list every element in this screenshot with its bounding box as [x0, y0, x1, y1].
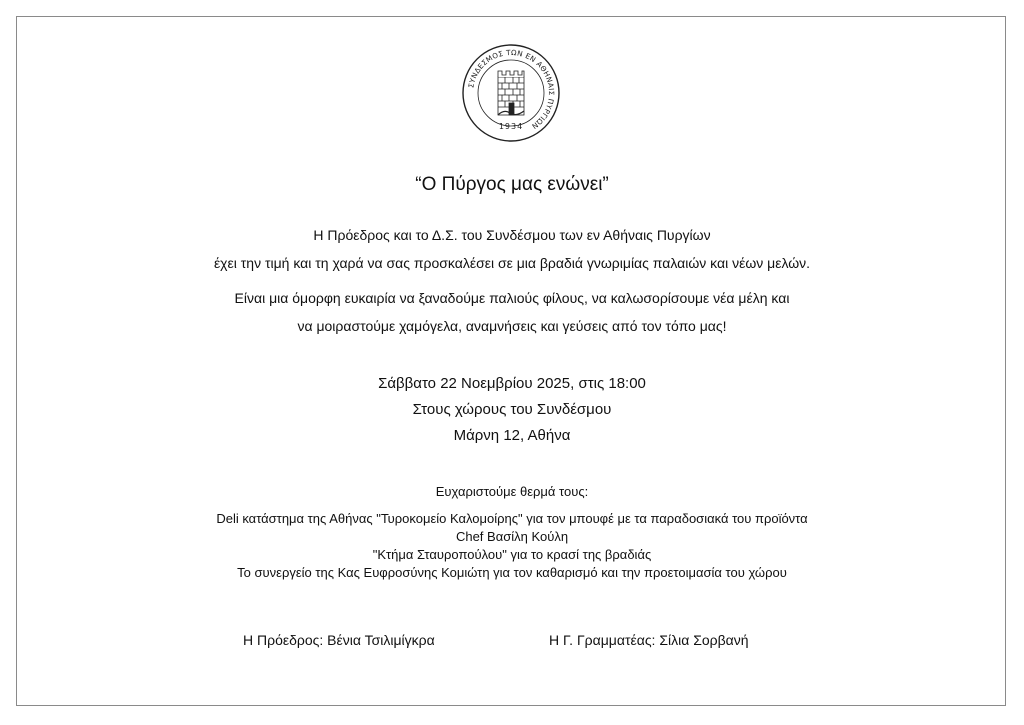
invitation-line-2: έχει την τιμή και τη χαρά να σας προσκαλέσει σε μια βραδιά γνωριμίας παλαιών και νέων μελών.	[213, 255, 811, 271]
thanks-item: Deli κατάστημα της Αθήνας "Τυροκομείο Καλομοίρης" για τον μπουφέ με τα παραδοσιακά του προϊόντα	[216, 511, 808, 526]
event-address: Μάρνη 12, Αθήνα	[453, 427, 571, 444]
invitation-line-3: Είναι μια όμορφη ευκαιρία να ξαναδούμε παλιούς φίλους, να καλωσορίσουμε νέα μέλη και	[234, 290, 790, 306]
invitation-line-1: Η Πρόεδρος και το Δ.Σ. του Συνδέσμου των εν Αθήναις Πυργίων	[313, 227, 711, 243]
tower-icon	[498, 71, 524, 115]
secretary-signature: Η Γ. Γραμματέας: Σίλια Σορβανή	[549, 632, 749, 648]
thanks-heading: Ευχαριστούμε θερμά τους:	[435, 484, 589, 499]
president-signature: Η Πρόεδρος: Βένια Τσιλιμίγκρα	[243, 632, 435, 648]
thanks-item: Chef Βασίλη Κούλη	[455, 529, 569, 544]
thanks-item: Το συνεργείο της Κας Ευφροσύνης Κομιώτη για τον καθαρισμό και την προετοιμασία του χώρου	[237, 565, 787, 580]
event-venue: Στους χώρους του Συνδέσμου	[412, 401, 612, 418]
seal-year: 1934	[498, 122, 524, 131]
event-date: Σάββατο 22 Νοεμβρίου 2025, στις 18:00	[378, 375, 646, 392]
thanks-item: "Κτήμα Σταυροπούλου" για το κρασί της βραδιάς	[372, 547, 652, 562]
invitation-line-4: να μοιραστούμε χαμόγελα, αναμνήσεις και γεύσεις από τον τόπο μας!	[297, 318, 727, 334]
association-seal-logo	[461, 43, 561, 143]
seal-ring-text: ΣΥΝΔΕΣΜΟΣ ΤΩΝ ΕΝ ΑΘΗΝΑΙΣ ΠΥΡΓΙΩΝ	[466, 47, 557, 132]
motto-title: “Ο Πύργος μας ενώνει”	[415, 174, 609, 195]
